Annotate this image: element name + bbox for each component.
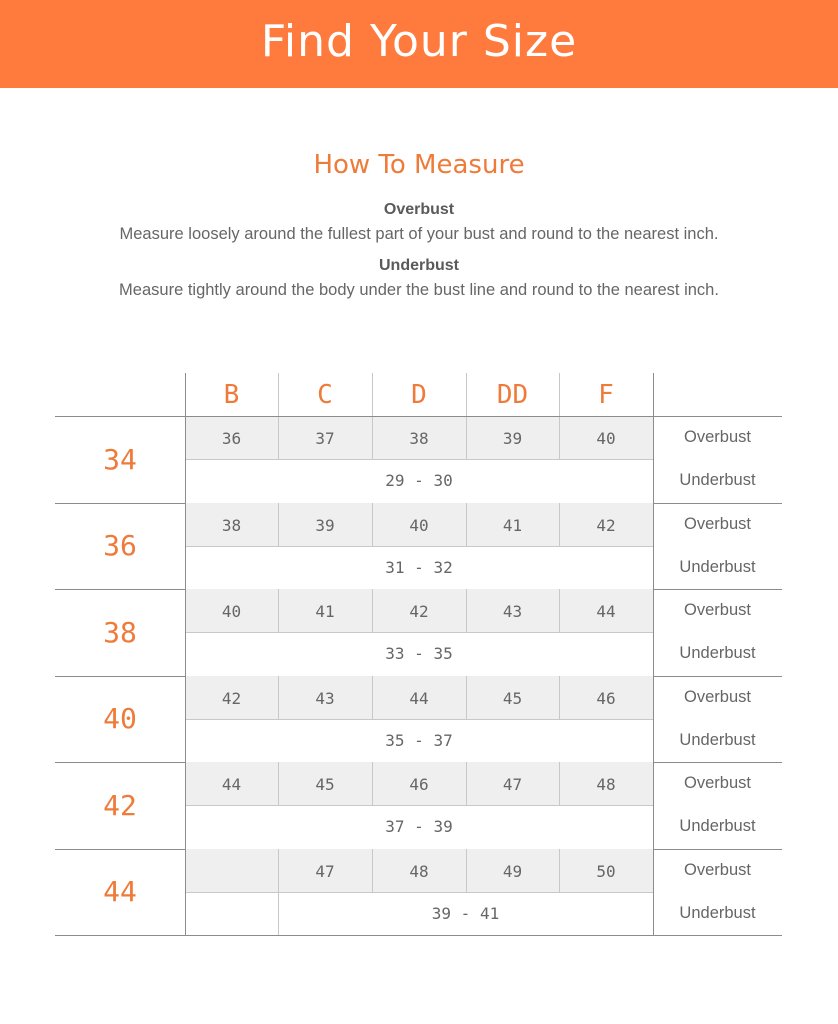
band-size-38: 38 xyxy=(103,615,137,649)
cup-col-divider xyxy=(466,676,467,719)
header-divider xyxy=(55,416,782,417)
underbust-label: Underbust xyxy=(679,471,756,490)
header-col-divider xyxy=(372,373,373,416)
underbust-label: Underbust xyxy=(679,557,756,576)
overbust-value: 42 xyxy=(372,589,466,632)
overbust-label: Overbust xyxy=(684,860,751,879)
row-mid-divider xyxy=(185,719,653,720)
cup-header-dd: DD xyxy=(496,379,529,410)
overbust-value: 42 xyxy=(185,676,278,719)
cup-col-divider xyxy=(559,416,560,459)
overbust-value: 40 xyxy=(559,416,653,459)
overbust-label: Overbust xyxy=(684,687,751,706)
cup-col-divider xyxy=(466,762,467,805)
cup-col-divider xyxy=(466,589,467,632)
overbust-value xyxy=(185,849,278,892)
overbust-value: 43 xyxy=(278,676,372,719)
overbust-description: Measure loosely around the fullest part of your bust and round to the nearest inch. xyxy=(119,225,719,243)
header-col-divider xyxy=(278,373,279,416)
overbust-value: 39 xyxy=(466,416,559,459)
overbust-value: 40 xyxy=(372,503,466,546)
row-mid-divider xyxy=(185,632,653,633)
cup-col-divider xyxy=(278,416,279,459)
overbust-label: Overbust xyxy=(684,428,751,447)
header-col-divider xyxy=(559,373,560,416)
overbust-value: 36 xyxy=(185,416,278,459)
label-col-border xyxy=(653,373,654,935)
overbust-value: 47 xyxy=(466,762,559,805)
overbust-label: Overbust xyxy=(684,514,751,533)
cup-col-divider xyxy=(372,676,373,719)
underbust-label: Underbust xyxy=(679,903,756,922)
overbust-label: Overbust xyxy=(684,774,751,793)
cup-col-divider xyxy=(278,676,279,719)
cup-col-divider xyxy=(559,503,560,546)
cup-col-divider xyxy=(278,762,279,805)
overbust-value: 48 xyxy=(559,762,653,805)
band-size-40: 40 xyxy=(103,702,137,736)
cup-col-divider xyxy=(278,892,279,935)
cup-header-d: D xyxy=(411,379,427,410)
header-col-divider xyxy=(466,373,467,416)
overbust-value: 44 xyxy=(559,589,653,632)
overbust-value: 38 xyxy=(372,416,466,459)
cup-col-divider xyxy=(466,503,467,546)
cup-col-divider xyxy=(559,762,560,805)
cup-header-f: F xyxy=(598,379,614,410)
underbust-range: 31 - 32 xyxy=(385,557,453,577)
overbust-value: 46 xyxy=(372,762,466,805)
page-title: Find Your Size xyxy=(260,15,578,67)
overbust-value: 47 xyxy=(278,849,372,892)
cup-col-divider xyxy=(278,589,279,632)
overbust-term: Overbust xyxy=(383,201,455,218)
overbust-value: 46 xyxy=(559,676,653,719)
cup-col-divider xyxy=(559,589,560,632)
overbust-value: 43 xyxy=(466,589,559,632)
row-mid-divider xyxy=(185,805,653,806)
band-col-border xyxy=(185,373,186,935)
overbust-value: 39 xyxy=(278,503,372,546)
overbust-value: 49 xyxy=(466,849,559,892)
cup-col-divider xyxy=(559,849,560,892)
overbust-value: 45 xyxy=(466,676,559,719)
underbust-label: Underbust xyxy=(679,730,756,749)
overbust-value: 50 xyxy=(559,849,653,892)
underbust-description: Measure tightly around the body under the bust line and round to the nearest inch. xyxy=(119,281,719,299)
underbust-range: 35 - 37 xyxy=(385,730,453,750)
overbust-value: 45 xyxy=(278,762,372,805)
cup-col-divider xyxy=(372,849,373,892)
overbust-value: 44 xyxy=(372,676,466,719)
overbust-label: Overbust xyxy=(684,601,751,620)
overbust-value: 41 xyxy=(278,589,372,632)
overbust-value: 42 xyxy=(559,503,653,546)
cup-header-c: C xyxy=(317,379,333,410)
overbust-value: 48 xyxy=(372,849,466,892)
overbust-value: 44 xyxy=(185,762,278,805)
row-mid-divider xyxy=(185,892,653,893)
underbust-label: Underbust xyxy=(679,817,756,836)
overbust-value: 41 xyxy=(466,503,559,546)
overbust-value: 40 xyxy=(185,589,278,632)
band-size-36: 36 xyxy=(103,529,137,563)
cup-col-divider xyxy=(372,503,373,546)
underbust-term: Underbust xyxy=(379,257,459,274)
band-size-44: 44 xyxy=(103,875,137,909)
underbust-range: 37 - 39 xyxy=(385,817,453,837)
row-mid-divider xyxy=(185,546,653,547)
cup-col-divider xyxy=(466,849,467,892)
how-to-measure-title: How To Measure xyxy=(313,150,525,180)
cup-col-divider xyxy=(372,762,373,805)
cup-header-b: B xyxy=(223,379,240,410)
underbust-range: 29 - 30 xyxy=(385,471,453,491)
cup-col-divider xyxy=(466,416,467,459)
row-divider xyxy=(55,935,782,936)
cup-col-divider xyxy=(278,849,279,892)
underbust-label: Underbust xyxy=(679,644,756,663)
band-size-42: 42 xyxy=(103,788,137,822)
cup-col-divider xyxy=(278,503,279,546)
overbust-value: 38 xyxy=(185,503,278,546)
row-mid-divider xyxy=(185,459,653,460)
underbust-range: 39 - 41 xyxy=(431,903,500,923)
underbust-range: 33 - 35 xyxy=(385,644,453,664)
cup-col-divider xyxy=(372,589,373,632)
band-size-34: 34 xyxy=(103,442,137,476)
cup-col-divider xyxy=(372,416,373,459)
overbust-value: 37 xyxy=(278,416,372,459)
cup-col-divider xyxy=(559,676,560,719)
